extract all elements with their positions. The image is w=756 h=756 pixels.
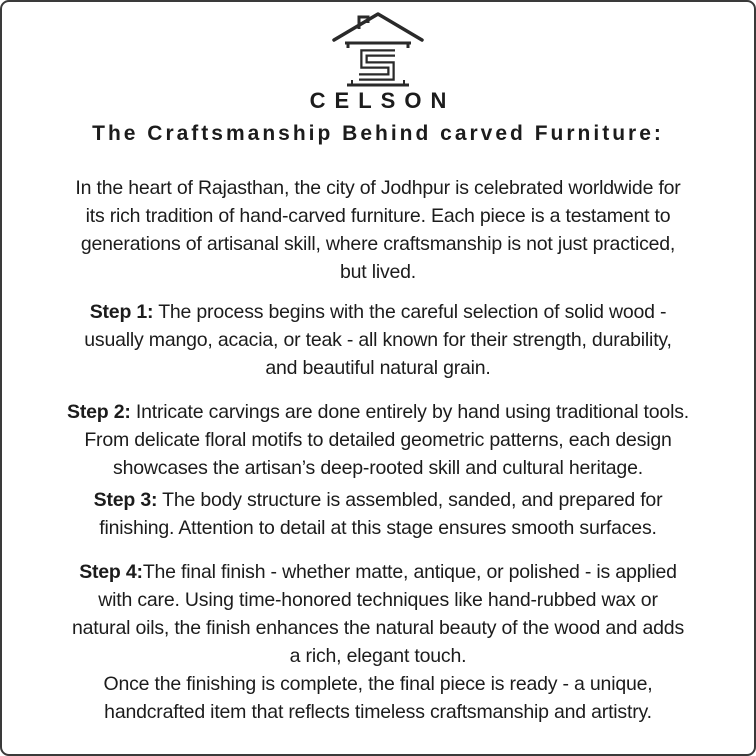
text-line: showcases the artisan’s deep-rooted skill and cultural heritage. [113,457,643,479]
text-line [14,298,742,326]
text-line: but lived. [339,261,417,283]
text-line: and beautiful natural grain. [265,357,491,379]
text-line: a rich, elegant touch. [289,645,467,667]
closing-paragraph [14,670,742,726]
brand-logo [14,8,742,88]
step-2-label: Step 2: [67,401,131,423]
text-line [14,486,742,514]
text-line: finishing. Attention to detail at this stage ensures smooth surfaces. [99,517,657,539]
page-title: The Craftsmanship Behind carved Furniture: [92,122,664,145]
text-line [14,558,742,586]
text-line: with care. Using time-honored techniques like hand-rubbed wax or [98,589,658,611]
step-2-text: Intricate carvings are done entirely by hand using traditional tools. [130,401,689,423]
text-line: generations of artisanal skill, where craftsmanship is not just practiced, [80,233,676,255]
brand-name: CELSON [309,88,456,113]
intro-paragraph [14,174,742,286]
text-line: From delicate floral motifs to detailed geometric patterns, each design [84,429,672,451]
step-3-text: The body structure is assembled, sanded, and prepared for [157,489,663,511]
text-line: usually mango, acacia, or teak - all known for their strength, durability, [84,329,672,351]
step-3-paragraph [14,486,742,542]
step-4-paragraph [14,558,742,670]
step-2-paragraph [14,398,742,482]
step-1-label: Step 1: [89,301,154,323]
step-1-paragraph [14,298,742,382]
step-4-label: Step 4: [79,561,143,583]
text-line: Once the finishing is complete, the final piece is ready - a unique, [103,673,653,695]
step-1-text: The process begins with the careful selection of solid wood - [153,301,667,323]
step-4-text: The final finish - whether matte, antique, or polished - is applied [142,561,677,583]
text-line [14,398,742,426]
text-line: natural oils, the finish enhances the natural beauty of the wood and adds [72,617,684,639]
text-line: In the heart of Rajasthan, the city of Jodhpur is celebrated worldwide for [75,177,681,199]
text-line: handcrafted item that reflects timeless craftsmanship and artistry. [104,701,652,723]
house-with-s-monogram-icon [328,8,428,88]
step-3-label: Step 3: [93,489,158,511]
text-line: its rich tradition of hand-carved furniture. Each piece is a testament to [85,205,671,227]
